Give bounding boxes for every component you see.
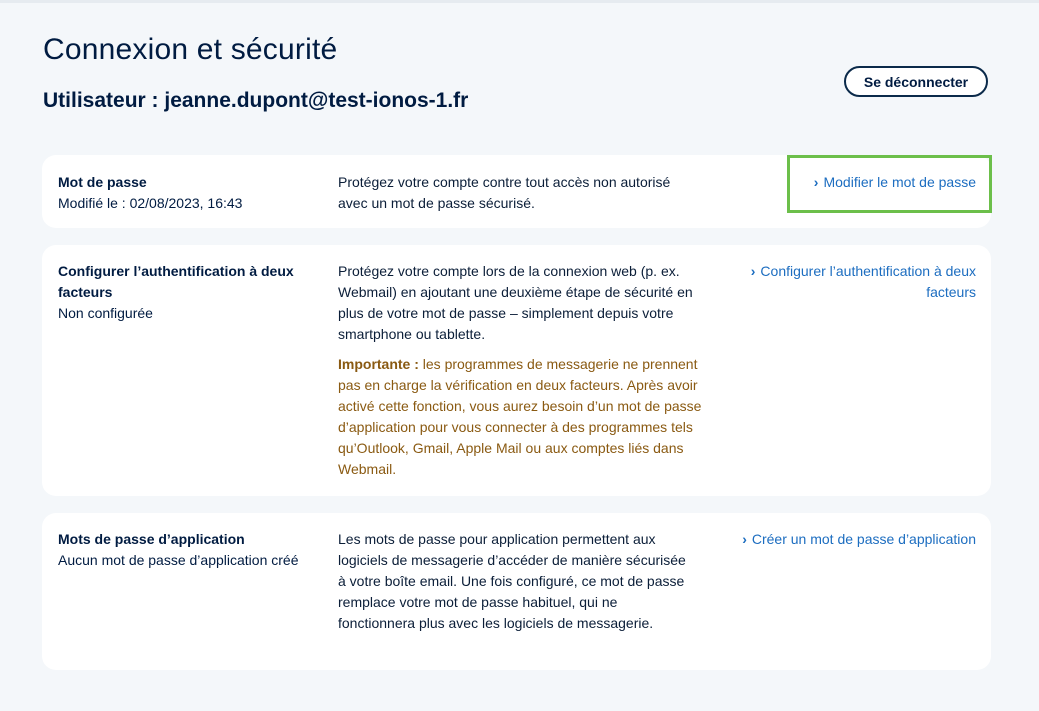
two-factor-description: [338, 261, 703, 480]
two-factor-info: [58, 261, 313, 324]
two-factor-title: Configurer l’authentification à deux facteurs: [58, 263, 294, 300]
two-factor-warning-label: Importante :: [338, 356, 419, 372]
app-passwords-status: Aucun mot de passe d’application créé: [58, 552, 299, 568]
chevron-right-icon: ›: [742, 531, 747, 547]
configure-two-factor-label: Configurer l’authentification à deux facteurs: [760, 263, 976, 300]
password-title: Mot de passe: [58, 174, 147, 190]
app-passwords-description: [338, 529, 690, 634]
page-title: Connexion et sécurité: [43, 33, 338, 66]
password-description: [338, 172, 698, 214]
logout-button[interactable]: Se déconnecter: [844, 66, 988, 97]
two-factor-warning: [338, 354, 703, 480]
change-password-label: Modifier le mot de passe: [823, 174, 976, 190]
create-app-password-label: Créer un mot de passe d’application: [751, 531, 976, 547]
app-passwords-description-text: Les mots de passe pour application permettent aux logiciels de messagerie d’accéder de manière sécurisée à votre boîte email. Une fois configuré, ce mot de passe remplace votre mot de passe habituel, qui ne fonctionnera plus avec les logiciels de messagerie.: [338, 531, 686, 631]
app-passwords-info: [58, 529, 318, 571]
two-factor-card: [42, 245, 991, 496]
password-description-text: Protégez votre compte contre tout accès non autorisé avec un mot de passe sécurisé.: [338, 174, 671, 211]
password-card: [42, 155, 991, 228]
chevron-right-icon: ›: [750, 263, 756, 279]
app-passwords-card: [42, 513, 991, 670]
two-factor-description-text: Protégez votre compte lors de la connexion web (p. ex. Webmail) en ajoutant une deuxième étape de sécurité en plus de votre mot de passe – simplement depuis votre smartphone ou tablette.: [338, 263, 693, 342]
top-divider: [0, 0, 1039, 3]
app-passwords-title: Mots de passe d’application: [58, 531, 245, 547]
chevron-right-icon: ›: [813, 174, 819, 190]
password-info: [58, 172, 318, 214]
configure-two-factor-link[interactable]: [716, 261, 976, 303]
two-factor-status: Non configurée: [58, 305, 153, 321]
create-app-password-link[interactable]: [742, 529, 976, 550]
two-factor-warning-text: les programmes de messagerie ne prennent pas en charge la vérification en deux facteurs. Après avoir activé cette fonction, vous aurez besoin d’un mot de passe d’application pour vous connecter à des programmes tels qu’Outlook, Gmail, Apple Mail ou aux comptes liés dans Webmail.: [338, 356, 702, 477]
password-modified-date: Modifié le : 02/08/2023, 16:43: [58, 195, 243, 211]
user-email-heading: Utilisateur : jeanne.dupont@test-ionos-1.fr: [43, 89, 469, 112]
change-password-link[interactable]: [814, 172, 976, 193]
